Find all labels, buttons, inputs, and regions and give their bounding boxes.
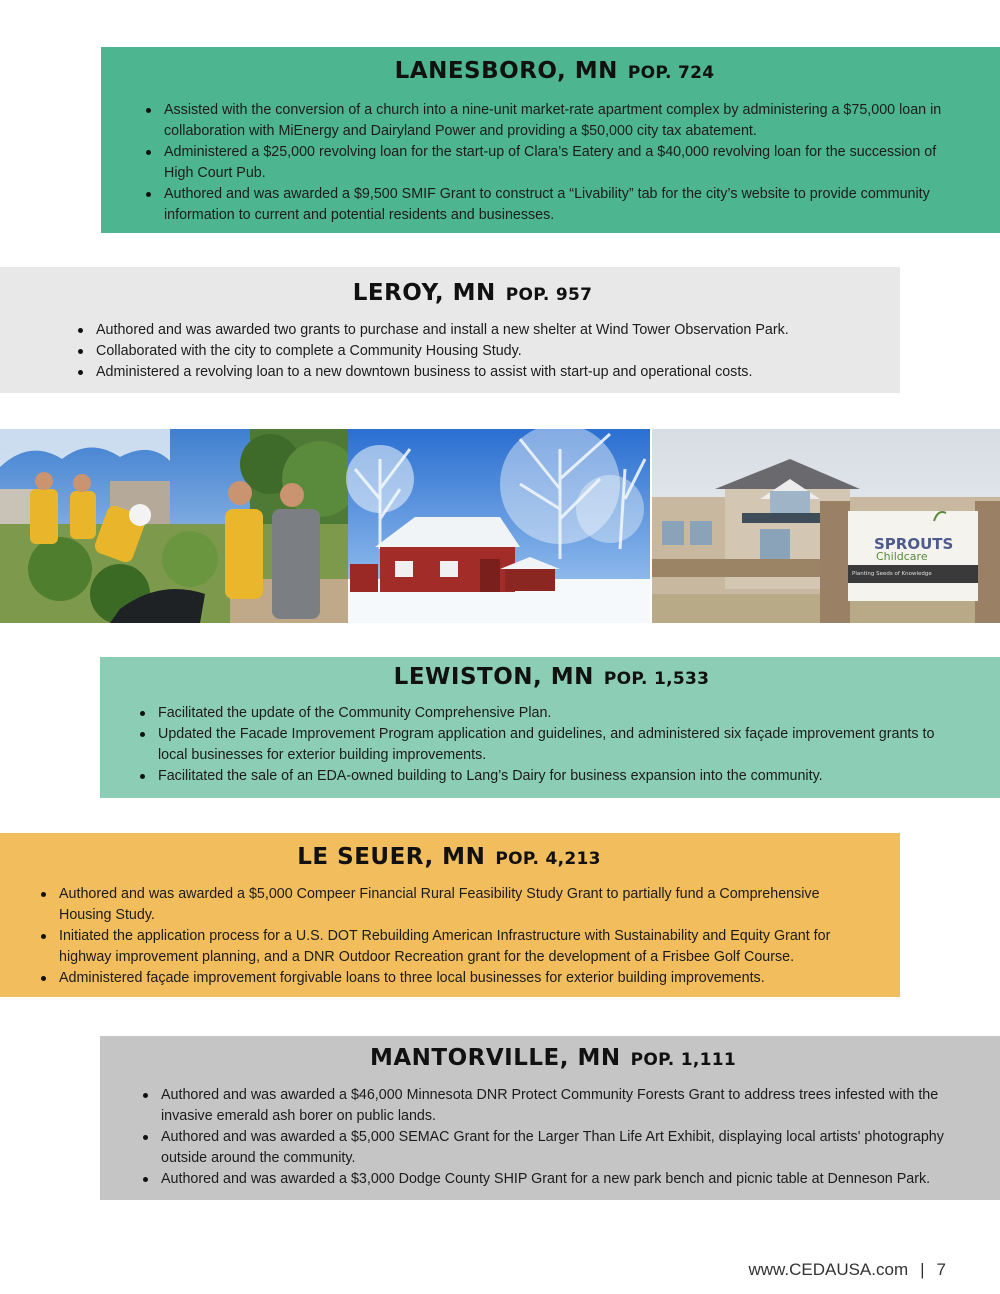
list-item: Authored and was awarded a $3,000 Dodge County SHIP Grant for a new park bench and picnic table at Denneson Park. (140, 1169, 966, 1190)
page-number: 7 (936, 1260, 946, 1279)
section-title (143, 58, 966, 84)
website-link[interactable]: www.CEDAUSA.com (748, 1260, 909, 1279)
list-item: Facilitated the sale of an EDA-owned building to Lang’s Dairy for business expansion into the community. (137, 766, 966, 787)
city-name: LEROY, MN (352, 280, 496, 306)
population: POP. 1,111 (630, 1050, 737, 1070)
city-name: LE SEUER, MN (297, 844, 486, 870)
population: POP. 724 (627, 63, 715, 83)
list-item: Authored and was awarded a $9,500 SMIF Grant to construct a “Livability” tab for the city’s website to provide community information to current and potential residents and businesses. (143, 184, 966, 226)
population: POP. 1,533 (603, 669, 710, 689)
population: POP. 4,213 (495, 849, 601, 869)
footer-separator: | (920, 1260, 925, 1279)
section-leroy (0, 267, 900, 393)
sign-title: SPROUTS (874, 535, 954, 553)
list-item: Updated the Facade Improvement Program application and guidelines, and administered six façade improvement grants to local businesses for exterior building improvements. (137, 724, 966, 766)
bullet-list (137, 703, 966, 787)
list-item: Authored and was awarded a $46,000 Minnesota DNR Protect Community Forests Grant to address trees infested with the invasive emerald ash borer on public lands. (140, 1085, 966, 1127)
section-title (38, 844, 860, 870)
photo-volunteers (0, 429, 358, 623)
section-lanesboro (101, 47, 1000, 233)
list-item: Facilitated the update of the Community Comprehensive Plan. (137, 703, 966, 724)
population: POP. 957 (505, 285, 593, 305)
section-lewiston (100, 657, 1000, 798)
list-item: Initiated the application process for a U.S. DOT Rebuilding American Infrastructure with Sustainability and Equity Grant for highway improvement planning, and a DNR Outdoor Recreation grant for the development of a Frisbee Golf Course. (38, 926, 860, 968)
section-title (140, 1045, 966, 1071)
list-item: Authored and was awarded two grants to purchase and install a new shelter at Wind Tower Observation Park. (75, 320, 870, 341)
section-mantorville (100, 1036, 1000, 1200)
section-title (137, 664, 966, 690)
photo-strip (0, 429, 1000, 623)
list-item: Authored and was awarded a $5,000 Compeer Financial Rural Feasibility Study Grant to partially fund a Comprehensive Housing Study. (38, 884, 860, 926)
bullet-list (140, 1085, 966, 1190)
city-name: MANTORVILLE, MN (369, 1045, 621, 1071)
list-item: Authored and was awarded a $5,000 SEMAC Grant for the Larger Than Life Art Exhibit, displaying local artists' photography outside around the community. (140, 1127, 966, 1169)
bullet-list (143, 100, 966, 226)
list-item: Assisted with the conversion of a church into a nine-unit market-rate apartment complex by administering a $75,000 loan in collaboration with MiEnergy and Dairyland Power and providing a $50,000 city tax abatement. (143, 100, 966, 142)
list-item: Administered a revolving loan to a new downtown business to assist with start-up and operational costs. (75, 362, 870, 383)
photo-sprouts-childcare (652, 429, 1000, 623)
section-le-seuer (0, 833, 900, 997)
bullet-list (75, 320, 870, 383)
city-name: LANESBORO, MN (394, 58, 618, 84)
bullet-list (38, 884, 860, 989)
list-item: Collaborated with the city to complete a Community Housing Study. (75, 341, 870, 362)
section-title (75, 280, 870, 306)
list-item: Administered façade improvement forgivable loans to three local businesses for exterior building improvements. (38, 968, 860, 989)
sign-tagline: Planting Seeds of Knowledge (852, 571, 932, 577)
sign-subtitle: Childcare (876, 550, 928, 563)
photo-winter-barn (346, 429, 650, 623)
page-footer (748, 1260, 946, 1280)
city-name: LEWISTON, MN (393, 664, 594, 690)
list-item: Administered a $25,000 revolving loan for the start-up of Clara’s Eatery and a $40,000 revolving loan for the succession of High Court Pub. (143, 142, 966, 184)
